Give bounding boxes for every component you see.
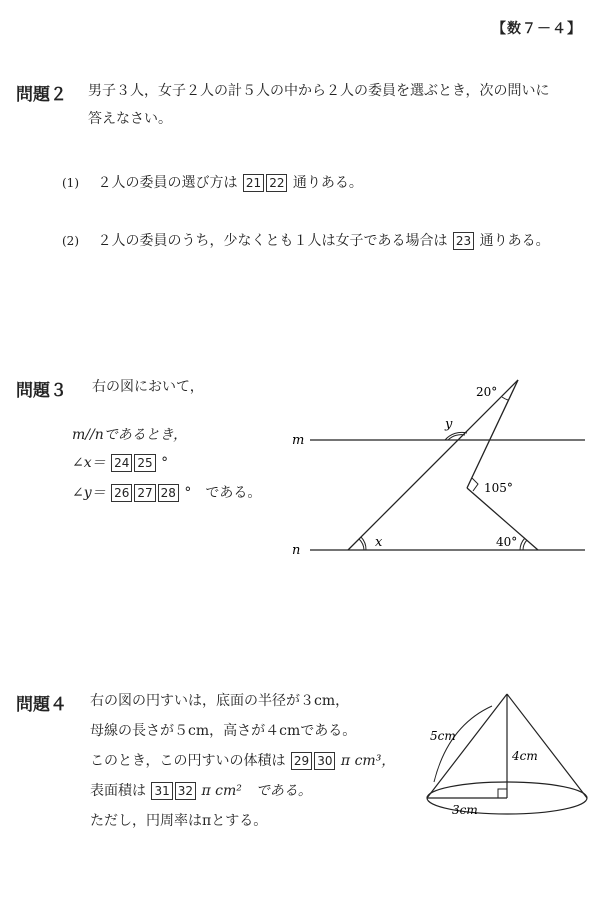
slant-arc <box>434 706 492 782</box>
label-m: m <box>292 433 305 448</box>
q3-condition: m//nであるとき， <box>72 427 188 443</box>
answer-box-21[interactable]: 21 <box>243 174 264 192</box>
page-header: 【数７－４】 <box>492 21 582 37</box>
answer-box-27[interactable]: 27 <box>134 484 155 502</box>
cone-figure <box>420 686 595 826</box>
answer-box-23[interactable]: 23 <box>453 232 474 250</box>
q4-line4 <box>90 778 312 804</box>
answer-box-30[interactable]: 30 <box>314 752 335 770</box>
q3-x-line <box>72 450 168 476</box>
q2-stem-line1: 男子３人，女子２人の計５人の中から２人の委員を選ぶとき，次の問いに <box>88 83 550 99</box>
q2-stem-line2: 答えなさい。 <box>88 111 172 127</box>
q4-line4-before: 表面積は <box>90 783 146 799</box>
answer-box-24[interactable]: 24 <box>111 454 132 472</box>
q4-line5: ただし，円周率はπとする。 <box>90 813 268 829</box>
q2-p1-after: 通りある。 <box>292 175 363 191</box>
q3-label: 問題３ <box>16 381 67 401</box>
q4-line2: 母線の長さが５cm，高さが４cmである。 <box>90 723 357 739</box>
q2-label: 問題２ <box>16 85 67 105</box>
q3-y-suffix: ° である。 <box>184 485 262 501</box>
label-height: 4cm <box>512 749 538 763</box>
transversal-line <box>348 380 518 550</box>
parallel-lines-figure <box>280 360 590 570</box>
answer-box-32[interactable]: 32 <box>175 782 196 800</box>
q4-line3 <box>90 748 395 774</box>
q3-y-line <box>72 480 261 506</box>
q3-intro: 右の図において， <box>92 379 204 395</box>
angle-40-arc <box>523 540 527 550</box>
angle-20-arc <box>502 397 508 400</box>
q4-line1: 右の図の円すいは，底面の半径が３cm， <box>90 693 350 709</box>
q3-x-prefix: ∠x＝ <box>72 455 106 471</box>
q3-x-suffix: ° <box>161 455 169 471</box>
q2-p2-after: 通りある。 <box>479 233 550 249</box>
label-angle-105: 105° <box>484 481 513 495</box>
label-n: n <box>292 543 301 558</box>
answer-box-31[interactable]: 31 <box>151 782 172 800</box>
q2-part2 <box>62 228 550 254</box>
answer-box-25[interactable]: 25 <box>134 454 155 472</box>
answer-box-28[interactable]: 28 <box>158 484 179 502</box>
q2-p1-before: ２人の委員の選び方は <box>97 175 238 191</box>
right-angle-mark <box>498 789 507 798</box>
q4-line4-after: π cm² である。 <box>201 783 312 799</box>
answer-box-29[interactable]: 29 <box>291 752 312 770</box>
answer-box-26[interactable]: 26 <box>111 484 132 502</box>
q3-y-prefix: ∠y＝ <box>72 485 106 501</box>
label-x: x <box>375 535 383 550</box>
q2-p1-number: (1) <box>62 176 79 190</box>
label-slant: 5cm <box>430 729 456 743</box>
angle-105-mark <box>472 478 478 491</box>
label-radius: 3cm <box>452 803 478 817</box>
q2-p2-number: (2) <box>62 234 79 248</box>
answer-box-22[interactable]: 22 <box>266 174 287 192</box>
q4-line3-after: π cm³， <box>340 753 396 769</box>
label-angle-40: 40° <box>496 535 518 549</box>
q4-label: 問題４ <box>16 695 67 715</box>
label-angle-20: 20° <box>476 385 498 399</box>
label-y: y <box>445 417 453 432</box>
q2-part1 <box>62 170 363 196</box>
q4-line3-before: このとき，この円すいの体積は <box>90 753 286 769</box>
q2-p2-before: ２人の委員のうち，少なくとも１人は女子である場合は <box>97 233 448 249</box>
